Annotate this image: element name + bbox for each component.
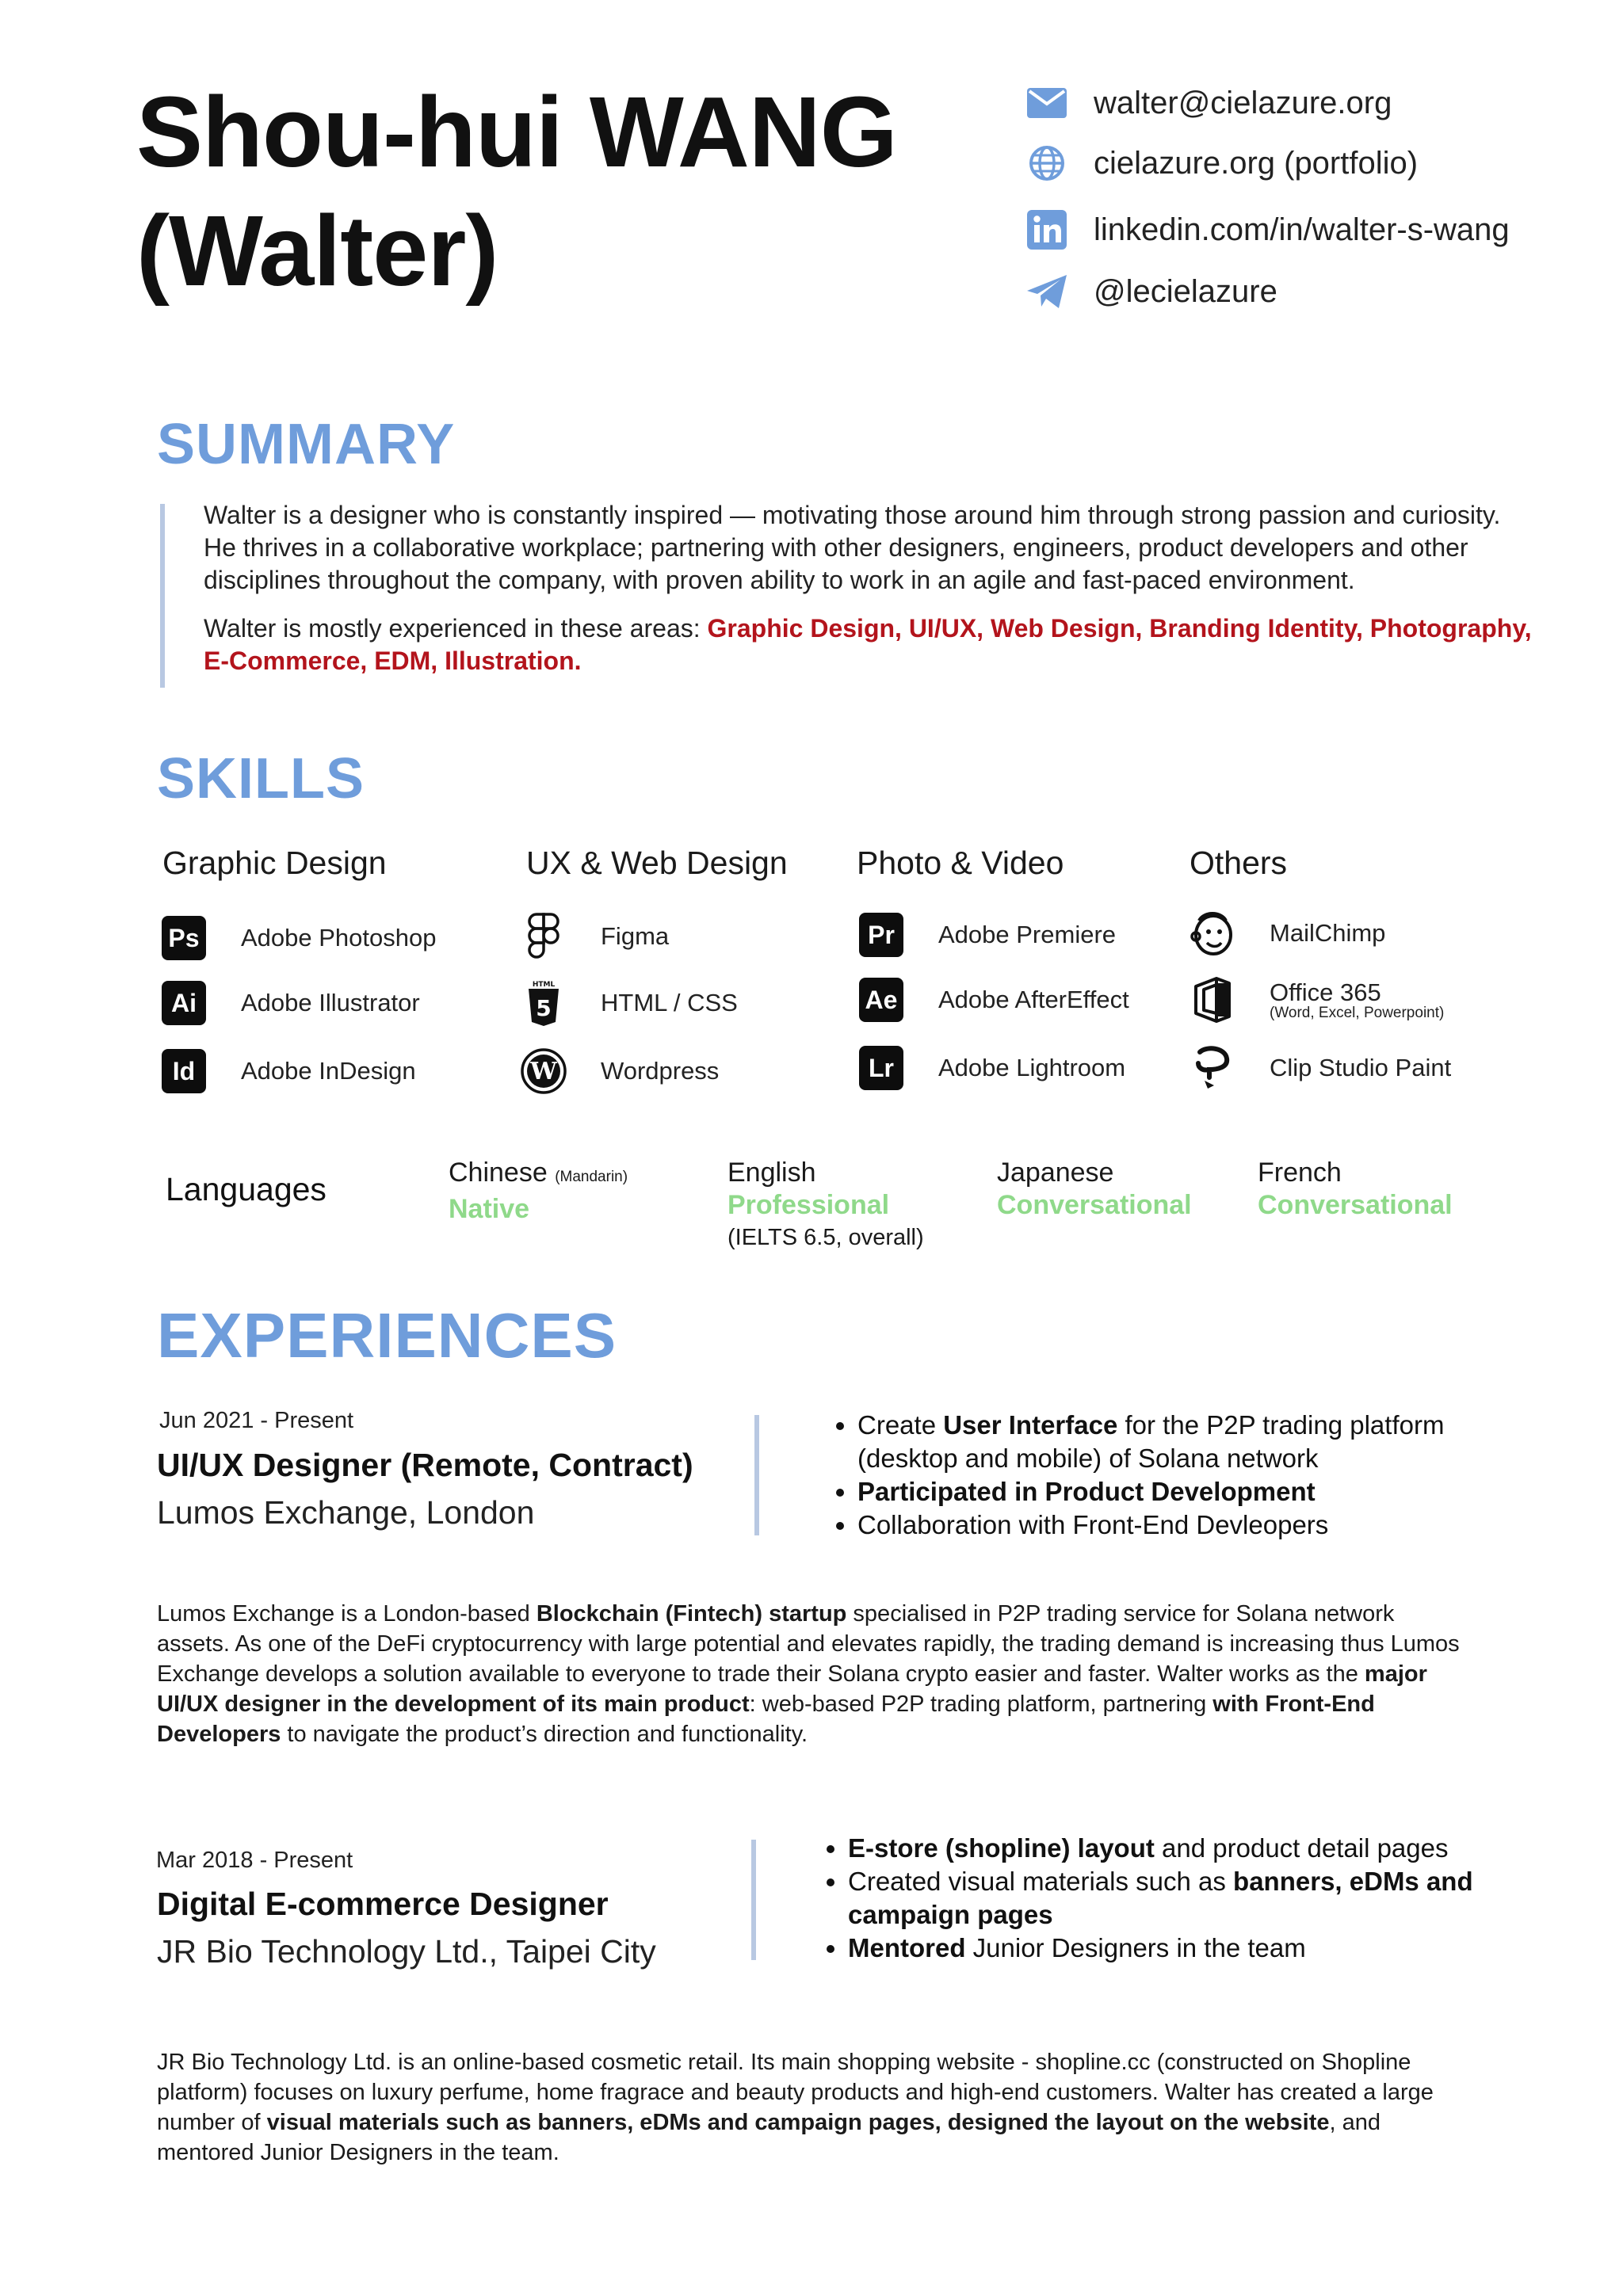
job-1-bullet-1: • Create User Interface for the P2P trading platform (desktop and mobile) of Solana network [857, 1409, 1523, 1475]
skill-heading-others: Others [1190, 845, 1288, 881]
linkedin-icon [1024, 211, 1070, 249]
job-2-description: JR Bio Technology Ltd. is an online-based cosmetic retail. Its main shopping website - shopline.cc (constructed on Shopline platform) focuses on luxury perfume, home fragrace and beauty products and high-end customers. Walter has created a large number of visual materials such as banners, eDMs and campaign pages, designed the layout on the website, and mentored Junior Designers in the team. [157, 2050, 1434, 2165]
summary-heading: SUMMARY [157, 413, 456, 476]
contact-telegram-text: @lecielazure [1094, 273, 1277, 309]
skill-sublabel: (Word, Excel, Powerpoint) [1270, 1005, 1445, 1021]
skill-heading-photo-video: Photo & Video [857, 845, 1064, 881]
svg-text:W: W [530, 1058, 557, 1085]
aftereffects-icon: Ae [857, 976, 905, 1024]
job-2-bullet-2: • Created visual materials such as banners, eDMs and campaign pages [848, 1865, 1482, 1932]
candidate-name [136, 73, 897, 311]
job-2-bullets [821, 1832, 1482, 1965]
job-2-divider [751, 1840, 756, 1960]
summary-areas-intro: Walter is mostly experienced in these areas: [204, 614, 708, 643]
lightroom-icon: Lr [857, 1044, 905, 1092]
language-name: Japanese [997, 1158, 1114, 1188]
photoshop-icon: Ps [160, 914, 208, 962]
skill-label: Adobe Illustrator [241, 989, 420, 1016]
skill-figma [520, 911, 669, 962]
language-name: French [1258, 1158, 1342, 1188]
skill-html-css [520, 978, 738, 1028]
language-qualifier: (Mandarin) [555, 1169, 628, 1185]
skill-aftereffects [857, 974, 1129, 1025]
skill-label: Adobe Premiere [938, 921, 1117, 948]
office365-icon [1189, 976, 1236, 1024]
svg-text:HTML: HTML [532, 981, 556, 989]
indesign-icon: Id [160, 1047, 208, 1095]
contact-linkedin[interactable] [1024, 206, 1510, 254]
language-name: Chinese [449, 1158, 548, 1188]
contact-email[interactable] [1024, 79, 1392, 127]
job-2-company: JR Bio Technology Ltd., Taipei City [157, 1933, 656, 1970]
skill-label: Wordpress [601, 1057, 720, 1085]
contact-linkedin-text: linkedin.com/in/walter-s-wang [1094, 212, 1510, 247]
name-line-1: Shou-hui WANG [136, 76, 897, 188]
language-level: Native [449, 1194, 530, 1224]
wordpress-icon [520, 1047, 567, 1095]
html5-icon [520, 979, 567, 1027]
language-note: (IELTS 6.5, overall) [727, 1225, 924, 1250]
job-1-date: Jun 2021 - Present [159, 1408, 354, 1433]
language-english [727, 1157, 924, 1254]
language-level: Professional [727, 1190, 890, 1220]
job-1-description: Lumos Exchange is a London-based Blockchain (Fintech) startup specialised in P2P trading service for Solana network assets. As one of the DeFi cryptocurrency with large potential and elevates rapidly, the trading demand is increasing thus Lumos Exchange develops a solution available to everyone to trade their Solana crypto easier and faster. Walter works as the major UI/UX designer in the development of its main product: web-based P2P trading platform, partnering with Front-End Developers to navigate the product’s direction and functionality. [157, 1601, 1460, 1747]
summary-paragraph-1: Walter is a designer who is constantly inspired — motivating those around him through strong passion and curiosity. He thrives in a collaborative workplace; partnering with other designers, engineers, product developers and other disciplines throughout the company, with proven ability to work in an agile and fast-paced environment. [204, 501, 1501, 594]
summary-areas-highlight: Graphic Design, UI/UX, Web Design, Branding Identity, Photography, E-Commerce, EDM, Illustration. [204, 614, 1532, 675]
office365-text [1270, 979, 1444, 1020]
skills-heading: SKILLS [157, 747, 365, 810]
contact-email-text: walter@cielazure.org [1094, 85, 1392, 120]
skill-heading-graphic-design: Graphic Design [162, 845, 387, 881]
skill-label: Adobe AfterEffect [938, 986, 1129, 1013]
language-chinese [449, 1157, 628, 1226]
summary-accent-bar [160, 504, 165, 688]
language-french [1258, 1157, 1453, 1222]
job-2-bullet-3: • Mentored Junior Designers in the team [848, 1932, 1482, 1965]
skill-label: Clip Studio Paint [1270, 1054, 1452, 1081]
job-1-bullet-2: • Participated in Product Development [857, 1475, 1523, 1508]
name-line-2: (Walter) [136, 195, 498, 307]
skill-office365 [1189, 974, 1444, 1025]
clip-studio-icon [1189, 1044, 1236, 1092]
job-1-divider [754, 1415, 759, 1535]
skill-label: MailChimp [1270, 919, 1386, 947]
skill-label: Adobe Photoshop [241, 924, 437, 952]
mailchimp-icon [1189, 910, 1236, 957]
experiences-heading: EXPERIENCES [157, 1300, 617, 1371]
svg-text:5: 5 [536, 995, 552, 1021]
language-japanese [997, 1157, 1192, 1222]
job-2-bullet-1: • E-store (shopline) layout and product detail pages [848, 1832, 1482, 1865]
skill-wordpress [520, 1046, 719, 1097]
telegram-icon [1024, 273, 1070, 311]
skill-indesign [160, 1046, 416, 1097]
job-1-bullets [831, 1409, 1523, 1542]
language-level: Conversational [997, 1190, 1192, 1220]
job-1-title: UI/UX Designer (Remote, Contract) [157, 1447, 693, 1483]
skill-label: Figma [601, 922, 670, 950]
mail-icon [1024, 84, 1070, 122]
skill-clip-studio [1189, 1043, 1451, 1093]
language-name: English [727, 1158, 816, 1188]
contact-telegram[interactable] [1024, 268, 1277, 315]
language-level: Conversational [1258, 1190, 1453, 1220]
figma-icon [520, 913, 567, 960]
illustrator-icon: Ai [160, 979, 208, 1027]
globe-icon [1024, 144, 1070, 182]
job-1-bullet-3: • Collaboration with Front-End Devleopers [857, 1508, 1523, 1542]
skill-premiere [857, 910, 1116, 960]
skill-lightroom [857, 1043, 1125, 1093]
skill-label: HTML / CSS [601, 989, 738, 1016]
skill-label: Adobe InDesign [241, 1057, 416, 1085]
job-1-company: Lumos Exchange, London [157, 1494, 535, 1531]
skill-label: Office 365 [1270, 978, 1381, 1006]
premiere-icon: Pr [857, 911, 905, 959]
contact-portfolio[interactable] [1024, 139, 1418, 187]
job-2-title: Digital E-commerce Designer [157, 1886, 609, 1922]
summary-paragraph-2 [204, 612, 1535, 677]
languages-label: Languages [166, 1171, 327, 1207]
skill-photoshop [160, 913, 437, 963]
skill-heading-ux-web: UX & Web Design [526, 845, 788, 881]
job-2-date: Mar 2018 - Present [156, 1848, 353, 1873]
skill-mailchimp [1189, 908, 1385, 959]
skill-label: Adobe Lightroom [938, 1054, 1126, 1081]
summary-text [204, 499, 1535, 693]
skill-illustrator [160, 978, 420, 1028]
contact-portfolio-text: cielazure.org (portfolio) [1094, 145, 1419, 181]
